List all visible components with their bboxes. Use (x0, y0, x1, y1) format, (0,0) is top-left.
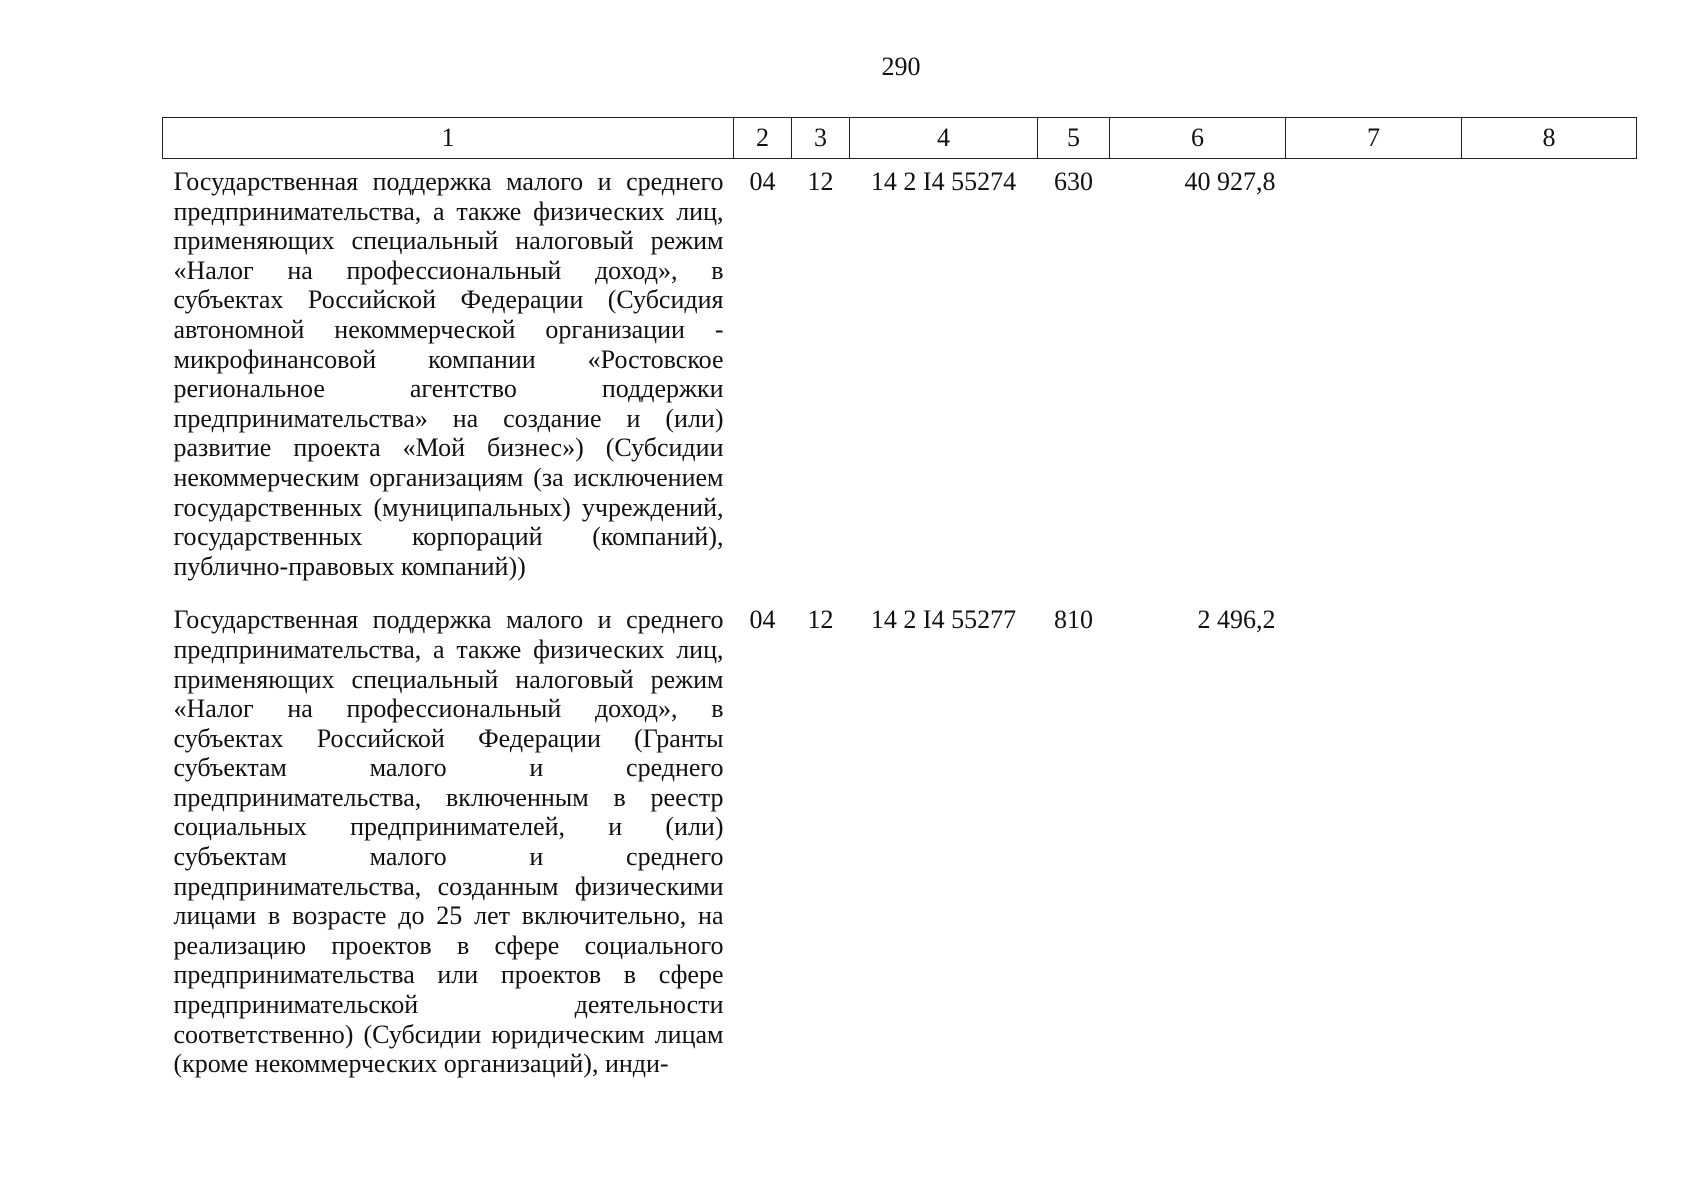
amount-col7 (1286, 159, 1462, 598)
section-code: 04 (749, 167, 776, 196)
column-header-7: 7 (1286, 118, 1462, 159)
row-description: Государственная поддержка малого и среднего предпринимательства, а также физических лиц, применяющих специальный налоговый режим «Налог на профессиональный доход», в субъектах Российской Федерации (Гранты субъектам малого и среднего предпринимательства, включенным в реестр социальных предпринимателей, и (или) субъектам малого и среднего предпринимательства, созданным физическими лицами в возрасте до 25 лет включительно, на реализацию проектов в сфере социального предпринимательства или проектов в сфере предпринимательской деятельности соответственно) (Субсидии юридическим лицам (кроме некоммерческих организаций), инди- (173, 605, 724, 1079)
amount-value: 2 496,2 (1197, 605, 1276, 635)
expense-type-code: 630 (1054, 167, 1093, 196)
amount-col8 (1462, 159, 1637, 598)
amount-value: 40 927,8 (1184, 167, 1276, 196)
column-header-1: 1 (163, 118, 734, 159)
target-article-code: 14 2 I4 55277 (870, 605, 1017, 635)
column-header-5: 5 (1038, 118, 1110, 159)
amount-col8 (1462, 597, 1637, 1095)
subsection-code: 12 (807, 605, 834, 635)
expense-type-code: 810 (1054, 605, 1093, 635)
section-code: 04 (749, 605, 776, 635)
column-header-4: 4 (850, 118, 1038, 159)
budget-table (162, 117, 1637, 1095)
table-row (163, 159, 1637, 598)
column-header-3: 3 (792, 118, 850, 159)
table-row (163, 597, 1637, 1095)
row-description: Государственная поддержка малого и среднего предпринимательства, а также физических лиц, применяющих специальный налоговый режим «Налог на профессиональный доход», в субъектах Российской Федерации (Субсидия автономной некоммерческой организации - микрофинансовой компании «Ростовское региональное агентство поддержки предпринимательства» на создание и (или) развитие проекта «Мой бизнес») (Субсидии некоммерческим организациям (за исключением государственных (муниципальных) учреждений, государственных корпораций (компаний), публично-правовых компаний)) (173, 167, 724, 581)
table-header-row (163, 118, 1637, 159)
column-header-6: 6 (1110, 118, 1286, 159)
column-header-8: 8 (1462, 118, 1637, 159)
column-header-2: 2 (734, 118, 792, 159)
subsection-code: 12 (807, 167, 834, 196)
page-number: 290 (881, 52, 921, 81)
target-article-code: 14 2 I4 55274 (870, 167, 1017, 196)
amount-col7 (1286, 597, 1462, 1095)
